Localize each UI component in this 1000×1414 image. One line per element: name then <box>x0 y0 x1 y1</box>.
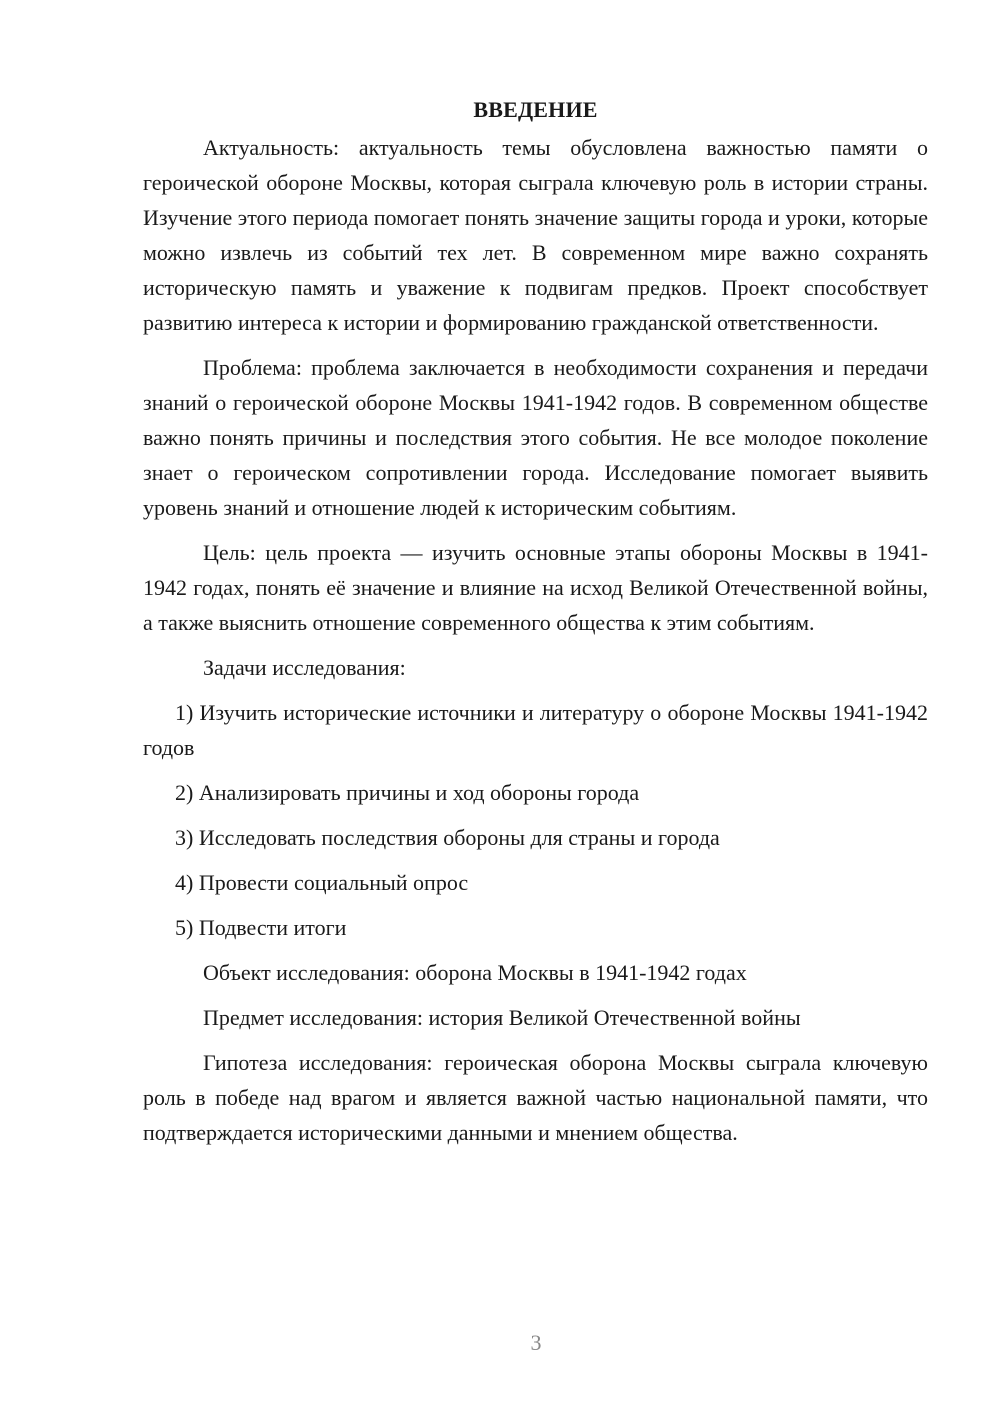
task-item: 1) Изучить исторические источники и литературу о обороне Москвы 1941-1942 годов <box>143 700 928 760</box>
document-page <box>143 90 928 1160</box>
hypothesis-paragraph: Гипотеза исследования: героическая оборона Москвы сыграла ключевую роль в победе над врагом и является важной частью национальной памяти, что подтверждается историческими данными и мнением общества. <box>143 1050 928 1145</box>
problem-paragraph: Проблема: проблема заключается в необходимости сохранения и передачи знаний о героической обороне Москвы 1941-1942 годов. В современном обществе важно понять причины и последствия этого события. Не все молодое поколение знает о героическом сопротивлении города. Исследование помогает выявить уровень знаний и отношение людей к историческим событиям. <box>143 355 928 520</box>
relevance-paragraph: Актуальность: актуальность темы обусловлена важностью памяти о героической обороне Москвы, которая сыграла ключевую роль в истории страны. Изучение этого периода помогает понять значение защиты города и уроки, которые можно извлечь из событий тех лет. В современном мире важно сохранять историческую память и уважение к подвигам предков. Проект способствует развитию интереса к истории и формированию гражданской ответственности. <box>143 135 928 335</box>
research-subject: Предмет исследования: история Великой Отечественной войны <box>203 1005 801 1030</box>
task-item: 4) Провести социальный опрос <box>175 870 469 895</box>
task-item: 3) Исследовать последствия обороны для страны и города <box>175 825 720 850</box>
goal-paragraph: Цель: цель проекта — изучить основные этапы обороны Москвы в 1941-1942 годах, понять её значение и влияние на исход Великой Отечественной войны, а также выяснить отношение современного общества к этим событиям. <box>143 540 928 635</box>
page-number: 3 <box>530 1330 542 1355</box>
tasks-heading: Задачи исследования: <box>203 655 406 680</box>
research-object: Объект исследования: оборона Москвы в 1941-1942 годах <box>203 960 747 985</box>
page-title: ВВЕДЕНИЕ <box>473 97 598 122</box>
task-item: 5) Подвести итоги <box>175 915 347 940</box>
task-item: 2) Анализировать причины и ход обороны города <box>175 780 640 805</box>
